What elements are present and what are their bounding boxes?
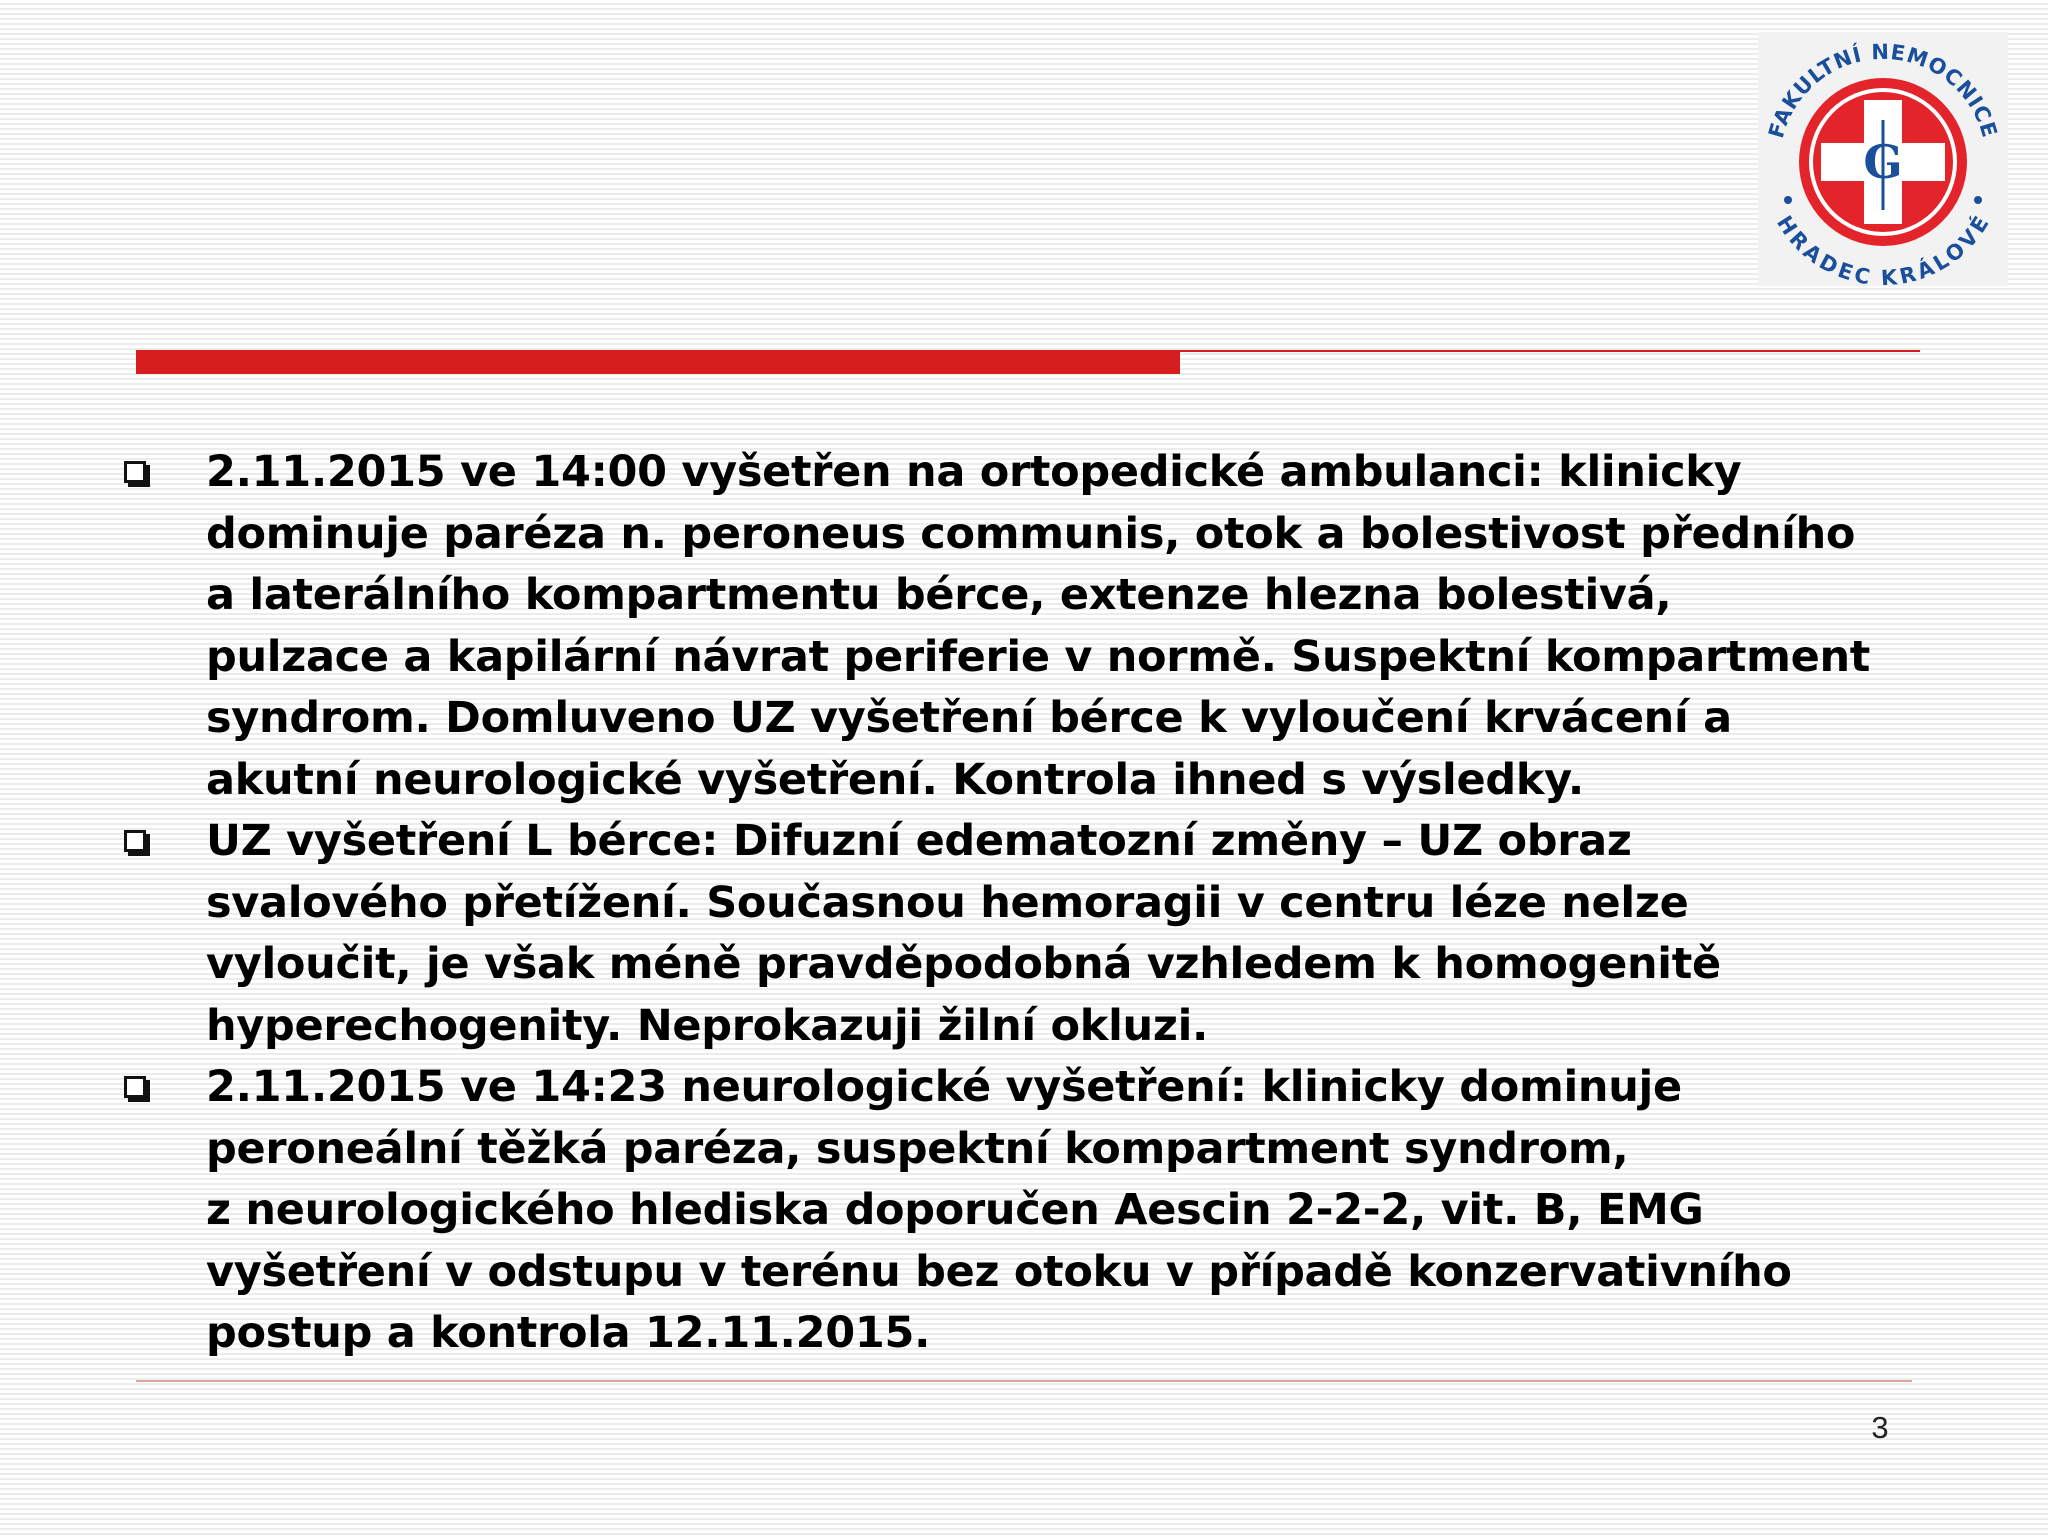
bullet-text-line: pulzace a kapilární návrat periferie v normě. Suspektní kompartment xyxy=(206,631,1871,682)
bullet-list xyxy=(118,442,1918,1365)
bullet-text-line: postup a kontrola 12.11.2015. xyxy=(206,1308,931,1358)
bullet-text-line: hyperechogenity. Neprokazuji žilní okluzi. xyxy=(206,1000,1209,1051)
bullet-text-line: a laterálního kompartmentu bérce, extenze hlezna bolestivá, xyxy=(206,570,1672,620)
bullet-text-line: peroneální těžká paréza, suspektní kompartment syndrom, xyxy=(206,1123,1629,1174)
checkbox-bullet-icon xyxy=(124,461,146,483)
page-number: 3 xyxy=(1871,1410,1889,1445)
bullet-text-line: z neurologického hlediska doporučen Aescin 2-2-2, vit. B, EMG xyxy=(206,1185,1704,1235)
footer-divider xyxy=(136,1380,1912,1382)
checkbox-bullet-icon xyxy=(124,1076,146,1098)
bullet-text-line: 2.11.2015 ve 14:00 vyšetřen na ortopedické ambulanci: klinicky xyxy=(206,447,1742,497)
bullet-text-line: dominuje paréza n. peroneus communis, otok a bolestivost předního xyxy=(206,508,1856,559)
bullet-text-line: svalového přetížení. Současnou hemoragii v centru léze nelze xyxy=(206,877,1689,928)
checkbox-bullet-icon xyxy=(124,830,146,852)
bullet-item xyxy=(118,442,1918,811)
hospital-logo xyxy=(1758,32,2008,286)
bullet-text-line: syndrom. Domluveno UZ vyšetření bérce k vyloučení krvácení a xyxy=(206,693,1732,743)
bullet-text-line: UZ vyšetření L bérce: Difuzní edematozní změny – UZ obraz xyxy=(206,816,1632,866)
logo-bottom-text: HRADEC KRÁLOVÉ xyxy=(1772,211,1994,286)
bullet-item xyxy=(118,811,1918,1057)
logo-letter: G xyxy=(1863,135,1903,189)
bullet-text-line: 2.11.2015 ve 14:23 neurologické vyšetření: klinicky dominuje xyxy=(206,1062,1682,1112)
bullet-item xyxy=(118,1057,1918,1365)
header-accent-bar xyxy=(136,350,1180,374)
bullet-text-line: vyšetření v odstupu v terénu bez otoku v případě konzervativního xyxy=(206,1246,1792,1297)
bullet-text-line: vyloučit, je však méně pravděpodobná vzhledem k homogenitě xyxy=(206,939,1721,989)
logo-top-text: FAKULTNÍ NEMOCNICE xyxy=(1764,39,2002,141)
bullet-text-line: akutní neurologické vyšetření. Kontrola ihned s výsledky. xyxy=(206,754,1584,805)
header-accent-line xyxy=(1180,350,1920,352)
